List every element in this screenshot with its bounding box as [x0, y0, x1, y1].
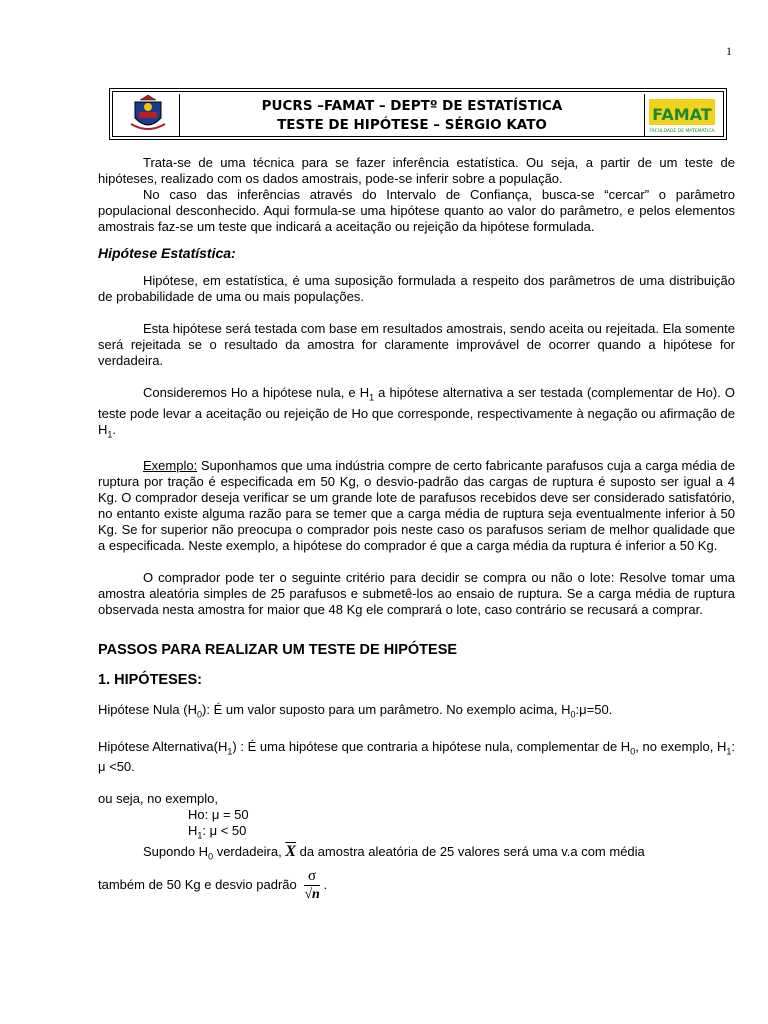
document-header: [109, 88, 727, 140]
sigma-over-root-n: $\frac{\sigma}{√n}$: [304, 867, 320, 902]
university-seal-icon: [117, 94, 179, 136]
header-line-1: PUCRS –FAMAT – DEPTº DE ESTATÍSTICA: [261, 98, 563, 114]
intro-paragraph-2: No caso das inferências através do Intervalo de Confiança, busca-se “cercar” o parâmetro populacional desconhecido. Aqui formula-se uma hipótese quanto ao valor do parâmetro, e pelos elementos amostrais faz-se um teste que indicará a aceitação ou rejeição da hipótese formulada.: [98, 187, 735, 234]
criterion-paragraph: O comprador pode ter o seguinte critério para decidir se compra ou não o lote: Resolve tomar uma amostra aleatória simples de 25 parafusos e submetê-los ao ensaio de ruptura. Se a carga média de ruptura observada nesta amostra for maior que 48 Kg ele comprará o lote, caso contrário se recusará a comprar.: [98, 570, 735, 618]
famat-logo: [644, 94, 719, 136]
university-seal: [117, 94, 180, 136]
ou-seja-line: ou seja, no exemplo,: [98, 791, 218, 807]
page-number: 1: [726, 44, 732, 58]
null-hypothesis-paragraph: Hipótese Nula $(H_0)$: É um valor suposto para um parâmetro. No exemplo acima, $H_0:\mu=50$.: [98, 702, 613, 720]
h1-line: $H_1$: μ < 50: [188, 823, 247, 841]
alternative-hypothesis-paragraph: Hipótese $Alternativa(H_1)$ : É uma hipótese que contraria a hipótese nula, complementar de $H_0$, no exemplo, $H_1$: μ <50.: [98, 738, 735, 775]
intro-paragraph-1: Trata-se de uma técnica para se fazer inferência estatística. Ou seja, a partir de um teste de hipóteses, realizado com os dados amostrais, pode-se inferir sobre a população.: [98, 155, 735, 186]
section-title-passos: PASSOS PARA REALIZAR UM TESTE DE HIPÓTESE: [98, 642, 458, 659]
h0-line: Ho: μ = 50: [188, 807, 249, 823]
document-body: [98, 155, 735, 904]
hipotese-paragraph-2: Esta hipótese será testada com base em resultados amostrais, sendo aceita ou rejeitada. Ela somente será rejeitada se o resultado da amostra for claramente improvável de ocorrer quando a hipótese for verdadeira.: [98, 321, 735, 368]
section-title-hipotese-estatistica: Hipótese Estatística:: [98, 245, 236, 261]
example-paragraph: Exemplo: Suponhamos que uma indústria compre de certo fabricante parafusos cuja a carga média de ruptura por tração é especificada em 50 Kg, o desvio-padrão das cargas de ruptura é suposto ser igual a 4 Kg. O comprador deseja verificar se um grande lote de parafusos recebidos deve ser considerado satisfatório, no entanto existe alguma razão para se temer que a carga média de ruptura seja eventualmente inferior à 50 Kg. Se for superior não preocupa o comprador pois neste caso os parafusos seriam de melhor qualidade que a especificada. Neste exemplo, a hipótese do comprador é que a carga média da ruptura é inferior a 50 Kg.: [98, 458, 735, 554]
desvio-padrao-line: também de 50 Kg e desvio padrão $\frac{\sigma}{√n}$ .: [98, 867, 328, 902]
header-line-2: TESTE DE HIPÓTESE – SÉRGIO KATO: [277, 117, 547, 133]
section-subtitle-hipoteses: 1. HIPÓTESES:: [98, 672, 202, 689]
document-header-inner: [112, 91, 724, 137]
x-bar-symbol: $\overline{X}$: [285, 842, 297, 860]
logo-text: FAMAT: [652, 105, 712, 124]
logo-subtext: FACULDADE DE MATEMÁTICA: [649, 129, 715, 134]
hipotese-paragraph-1: Hipótese, em estatística, é uma suposição formulada a respeito dos parâmetros de uma distribuição de probabilidade de uma ou mais populações.: [98, 273, 735, 304]
supondo-paragraph: Supondo $H_0$ verdadeira, $\overline{X}$ da amostra aleatória de 25 valores será uma v.a com média: [143, 842, 645, 862]
hipotese-paragraph-3: Consideremos Ho a hipótese nula, e $H_1$ a hipótese alternativa a ser testada (complementar de Ho). O teste pode levar a aceitação ou rejeição de Ho que corresponde, respectivamente à negação ou afirmação de $H_1$.: [98, 385, 735, 440]
example-label: Exemplo:: [143, 458, 198, 474]
famat-logo-icon: [645, 94, 719, 136]
